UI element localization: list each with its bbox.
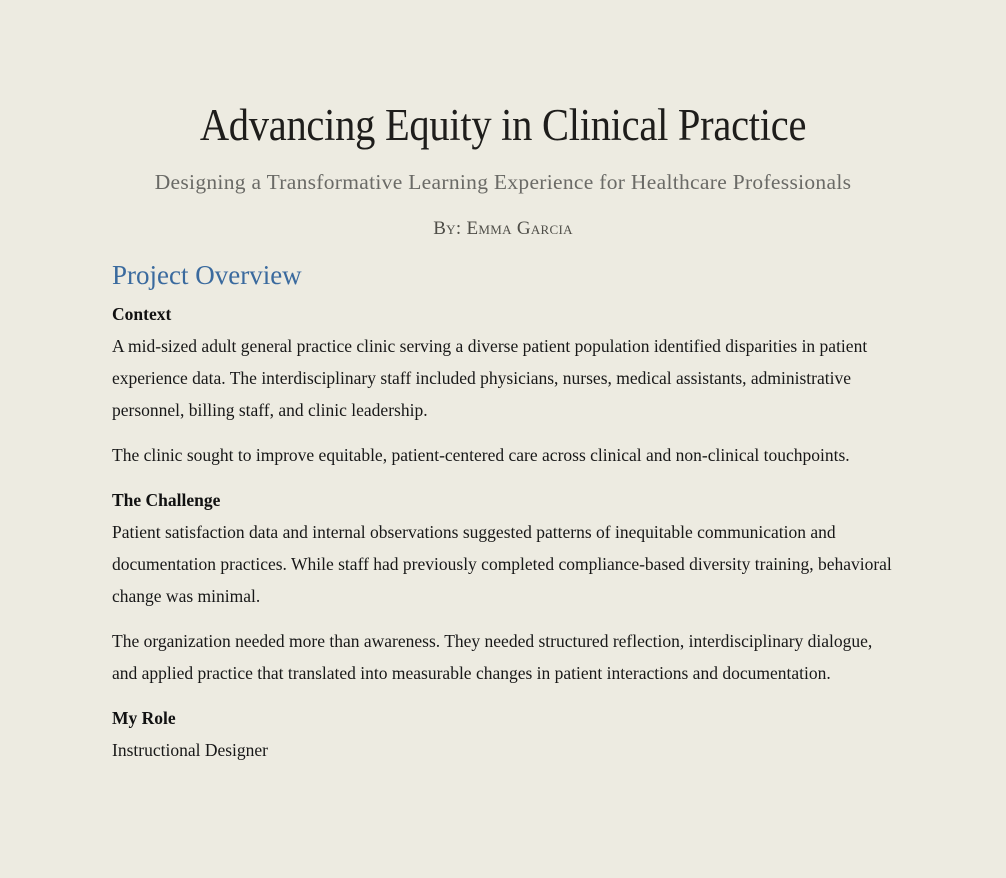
body-paragraph: A mid-sized adult general practice clinic serving a diverse patient population identified disparities in patient experience data. The interdisciplinary staff included physicians, nurses, medical assistants, administrative personnel, billing staff, and clinic leadership. xyxy=(112,335,868,420)
document-header xyxy=(0,0,1006,242)
body-paragraph: Instructional Designer xyxy=(112,739,268,760)
subheading-context: Context xyxy=(112,303,172,324)
document-body xyxy=(112,258,894,766)
body-paragraph: The organization needed more than awareness. They needed structured reflection, interdisciplinary dialogue, and applied practice that translated into measurable changes in patient interactions and documentation. xyxy=(112,630,873,683)
body-paragraph: The clinic sought to improve equitable, patient-centered care across clinical and non-clinical touchpoints. xyxy=(112,444,850,465)
subheading-the-challenge: The Challenge xyxy=(112,489,221,510)
document-byline: By: Emma Garcia xyxy=(433,217,573,239)
subheading-my-role: My Role xyxy=(112,707,176,728)
document-title: Advancing Equity in Clinical Practice xyxy=(199,100,807,150)
body-paragraph: Patient satisfaction data and internal observations suggested patterns of inequitable communication and documentation practices. While staff had previously completed compliance-based diversity training, behavioral change was minimal. xyxy=(112,521,892,606)
document-subtitle: Designing a Transformative Learning Experience for Healthcare Professionals xyxy=(154,169,852,194)
section-heading-project-overview: Project Overview xyxy=(112,259,302,290)
